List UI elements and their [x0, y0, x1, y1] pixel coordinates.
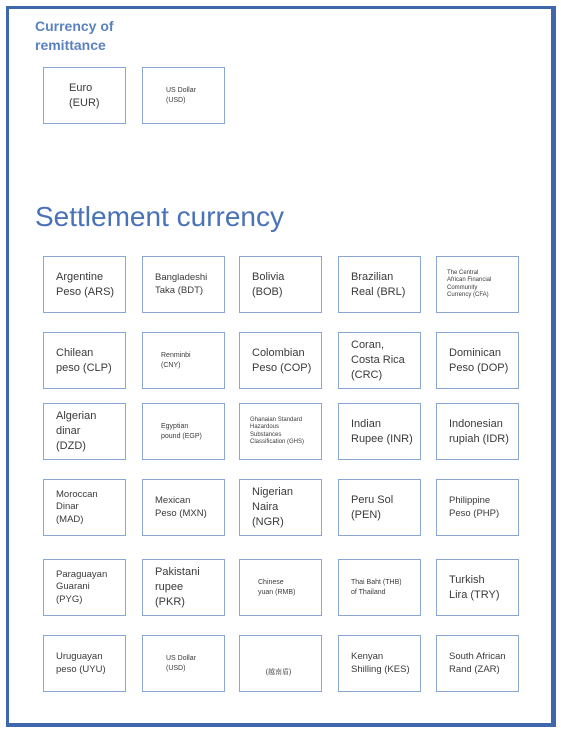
- currency-box-egp: [142, 403, 225, 460]
- currency-box-pkr: [142, 559, 225, 616]
- currency-box-thb: [338, 559, 421, 616]
- currency-label-usd: US Dollar (USD): [166, 655, 196, 672]
- remittance-usd-box: [142, 67, 225, 124]
- currency-box-try: [436, 559, 519, 616]
- currency-label-inr: Indian Rupee (INR): [351, 417, 413, 445]
- currency-box-clp: [43, 332, 126, 389]
- currency-label-ngr: Nigerian Naira (NGR): [252, 486, 293, 528]
- currency-label-cop: Colombian Peso (COP): [252, 346, 312, 374]
- currency-label-mad: Moroccan Dinar (MAD): [56, 488, 98, 525]
- currency-box-ars: [43, 256, 126, 313]
- settlement-title: Settlement currency: [35, 201, 284, 232]
- currency-label-ars: Argentine Peso (ARS): [56, 270, 115, 298]
- currency-label-rmb: Chinese yuan (RMB): [258, 579, 296, 596]
- currency-box-uyu: [43, 635, 126, 692]
- currency-label-pen: Peru Sol (PEN): [351, 493, 394, 521]
- currency-label-php: Philippine Peso (PHP): [449, 495, 500, 519]
- currency-box-mxn: [142, 479, 225, 536]
- currency-label-ghs: Ghanaian Standard Hazardous Substances Classification (GHS): [250, 416, 305, 445]
- currency-box-mad: [43, 479, 126, 536]
- currency-box-cfa: [436, 256, 519, 313]
- currency-label-brl: Brazilian Real (BRL): [351, 270, 406, 298]
- currency-box-brl: [338, 256, 421, 313]
- currency-box-inr: [338, 403, 421, 460]
- currency-box-cop: [239, 332, 322, 389]
- currency-box-php: [436, 479, 519, 536]
- currency-label-vnd: (越南盾): [265, 668, 292, 676]
- remittance-eur-label: Euro (EUR): [69, 81, 100, 109]
- currency-box-bdt: [142, 256, 225, 313]
- currency-label-cny: Renminbi (CNY): [161, 352, 191, 369]
- remittance-title: Currency of remittance: [35, 18, 114, 53]
- currency-box-rmb: [239, 559, 322, 616]
- currency-box-dop: [436, 332, 519, 389]
- currency-box-dzd: [43, 403, 126, 460]
- currency-label-pyg: Paraguayan Guarani (PYG): [56, 568, 108, 605]
- currency-label-kes: Kenyan Shilling (KES): [351, 651, 410, 675]
- currency-box-ngr: [239, 479, 322, 536]
- currency-box-pen: [338, 479, 421, 536]
- currency-box-vnd: [239, 635, 322, 692]
- currency-label-egp: Egyptian pound (EGP): [161, 423, 202, 440]
- currency-box-idr: [436, 403, 519, 460]
- currency-label-thb: Thai Baht (THB) of Thailand: [351, 579, 402, 596]
- currency-box-usd: [142, 635, 225, 692]
- currency-label-pkr: Pakistani rupee (PKR): [155, 566, 200, 608]
- remittance-eur-box: [43, 67, 126, 124]
- currency-label-uyu: Uruguayan peso (UYU): [56, 651, 106, 675]
- currency-box-kes: [338, 635, 421, 692]
- currency-box-bob: [239, 256, 322, 313]
- currency-label-zar: South African Rand (ZAR): [449, 651, 506, 675]
- currency-box-zar: [436, 635, 519, 692]
- currency-box-cny: [142, 332, 225, 389]
- currency-label-crc: Coran, Costa Rica (CRC): [351, 339, 405, 381]
- currency-label-clp: Chilean peso (CLP): [56, 346, 112, 374]
- currency-label-cfa: The Central African Financial Community Currency (CFA): [447, 269, 492, 298]
- currency-box-pyg: [43, 559, 126, 616]
- remittance-usd-label: US Dollar (USD): [166, 87, 196, 104]
- currency-label-dop: Dominican Peso (DOP): [449, 346, 509, 374]
- currency-label-idr: Indonesian rupiah (IDR): [449, 417, 509, 445]
- currency-box-ghs: [239, 403, 322, 460]
- currency-label-bob: Bolivia (BOB): [252, 270, 285, 298]
- currency-label-try: Turkish Lira (TRY): [449, 573, 500, 601]
- currency-box-crc: [338, 332, 421, 389]
- currency-label-mxn: Mexican Peso (MXN): [155, 495, 207, 519]
- currency-label-dzd: Algerian dinar (DZD): [56, 410, 97, 452]
- currency-label-bdt: Bangladeshi Taka (BDT): [155, 272, 208, 296]
